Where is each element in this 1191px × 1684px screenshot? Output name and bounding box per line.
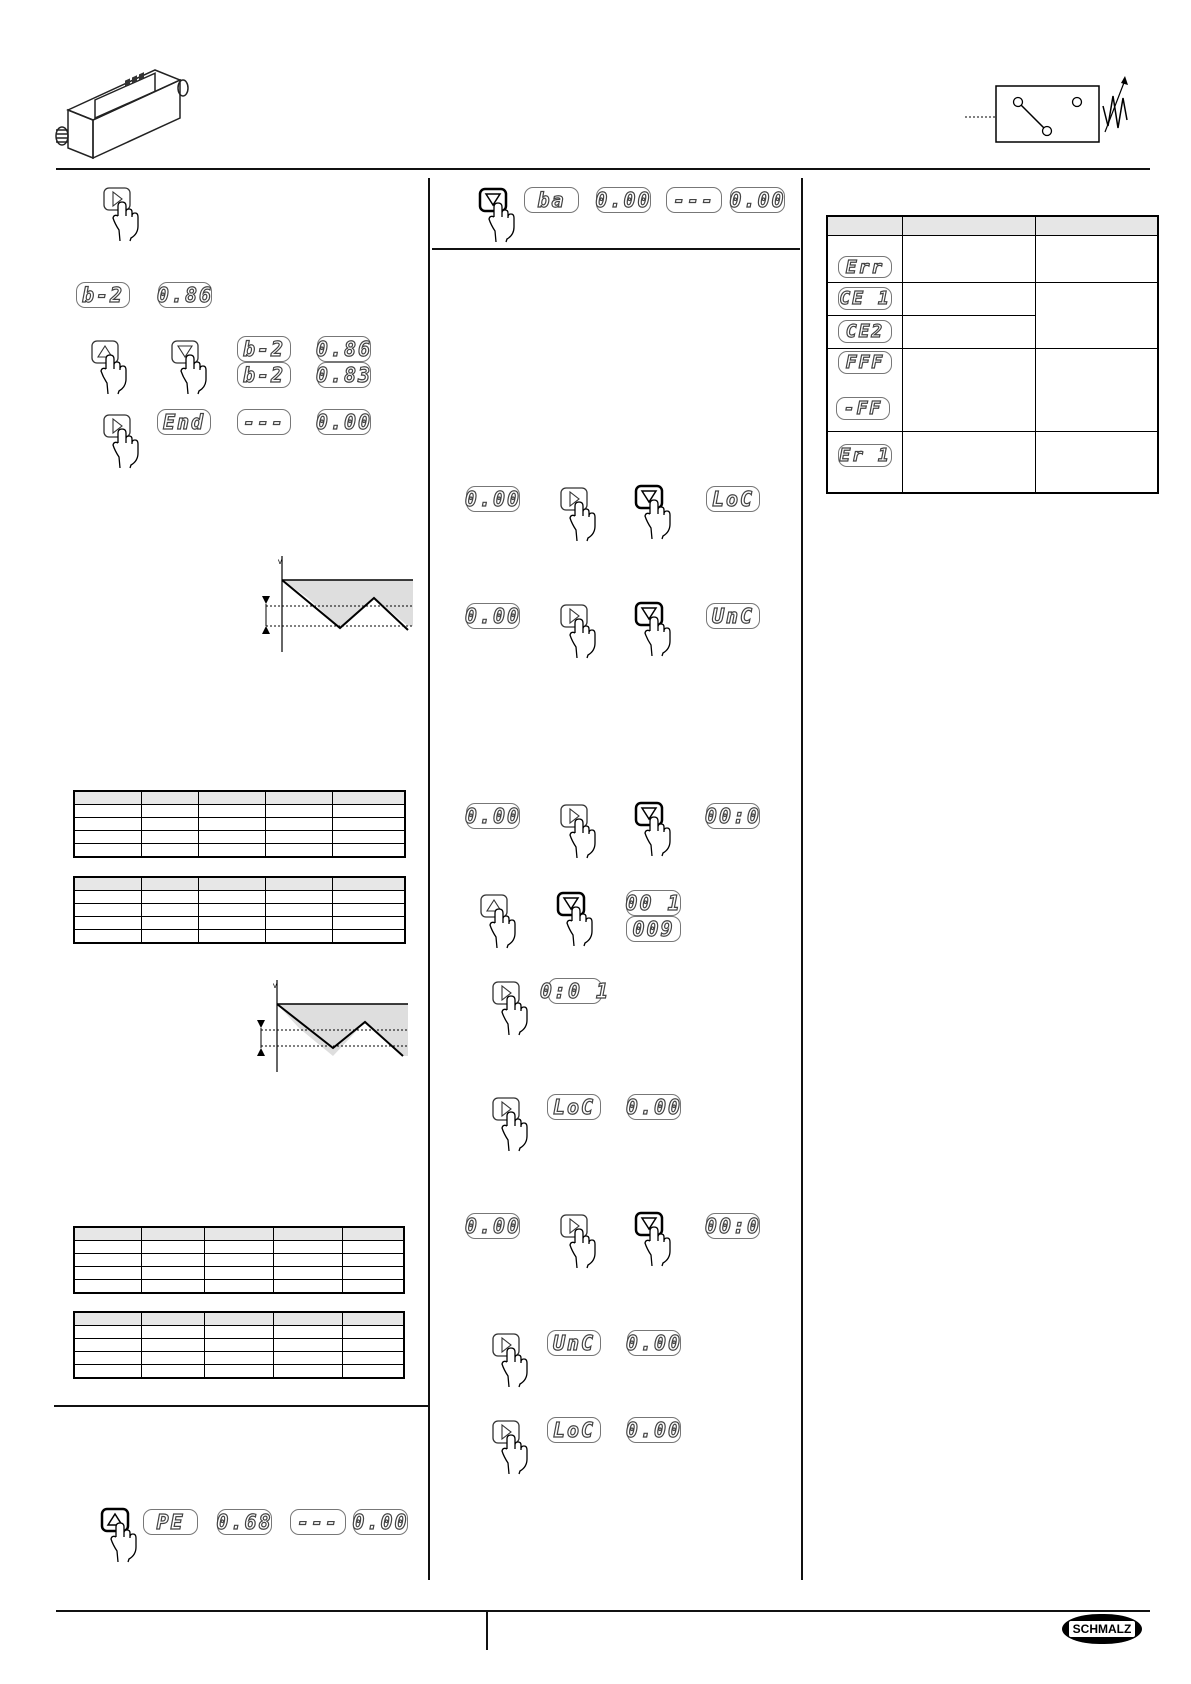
hysteresis-diagram-2 bbox=[253, 980, 413, 1076]
display-b2-value: 0.86 bbox=[156, 283, 214, 307]
header-rule bbox=[56, 168, 1150, 170]
error-er1: Er 1 bbox=[839, 445, 891, 466]
down-key-hand-icon bbox=[630, 484, 682, 539]
display-pe-zero: 0.00 bbox=[352, 1510, 409, 1534]
settings-table-2 bbox=[73, 876, 406, 944]
schmalz-logo bbox=[1062, 1614, 1142, 1644]
display-loc2-value: 0.00 bbox=[625, 1095, 683, 1119]
footer-rule bbox=[56, 1610, 1150, 1612]
display-end-value: 0.00 bbox=[315, 410, 373, 434]
error-code-table bbox=[826, 215, 1159, 494]
enter-key-hand-icon bbox=[555, 603, 607, 658]
display-adj-value-1: 0.86 bbox=[315, 337, 373, 361]
enter-key-hand-icon bbox=[98, 413, 150, 468]
display-pe-dash: --- bbox=[290, 1509, 346, 1535]
column-divider-2 bbox=[801, 178, 803, 1580]
middle-section-rule bbox=[432, 248, 800, 250]
enter-key-hand-icon bbox=[487, 1332, 539, 1387]
svg-text:v: v bbox=[278, 557, 282, 566]
enter-key-hand-icon bbox=[555, 1213, 607, 1268]
column-divider-1 bbox=[428, 178, 430, 1580]
settings-table-4 bbox=[73, 1311, 405, 1379]
display-end: End bbox=[157, 409, 211, 435]
display-loc3: LoC bbox=[547, 1417, 601, 1443]
enter-key-hand-icon bbox=[487, 1419, 539, 1474]
display-unc-result: UnC bbox=[706, 603, 760, 629]
settings-table-3 bbox=[73, 1226, 405, 1294]
display-adj-value-2: 0.83 bbox=[315, 363, 373, 387]
brand-name: SCHMALZ bbox=[1069, 1621, 1136, 1637]
enter-key-hand-icon bbox=[98, 186, 150, 241]
error-err: Err bbox=[838, 256, 892, 278]
down-key-hand-icon bbox=[166, 339, 218, 394]
display-adj-label-2: b-2 bbox=[237, 362, 291, 388]
down-key-hand-icon bbox=[630, 1211, 682, 1266]
display-pe-value: 0.68 bbox=[216, 1510, 273, 1534]
down-key-hand-icon bbox=[552, 891, 604, 946]
switch-symbol bbox=[965, 76, 1145, 150]
display-loc-start: 0.00 bbox=[464, 487, 522, 511]
display-code-edit: 00:0 bbox=[704, 804, 762, 828]
enter-key-hand-icon bbox=[555, 803, 607, 858]
error-minus-ff: -FF bbox=[836, 397, 890, 420]
settings-table-1 bbox=[73, 790, 406, 858]
display-pe: PE bbox=[143, 1509, 198, 1535]
up-key-hand-icon bbox=[96, 1507, 148, 1562]
display-ba: ba bbox=[524, 187, 579, 213]
display-b2: b-2 bbox=[76, 282, 130, 308]
display-code-entered: 0:0 1 bbox=[539, 979, 611, 1003]
display-unc2: UnC bbox=[547, 1330, 601, 1356]
error-ce2: CE2 bbox=[838, 320, 892, 343]
display-ba-zero: 0.00 bbox=[729, 188, 786, 212]
footer-divider bbox=[486, 1612, 488, 1650]
display-code-start: 0.00 bbox=[464, 804, 522, 828]
display-unc-start: 0.00 bbox=[464, 604, 522, 628]
display-loc-result: LoC bbox=[706, 486, 760, 512]
device-illustration bbox=[50, 58, 190, 168]
enter-key-hand-icon bbox=[555, 486, 607, 541]
hysteresis-diagram-1 bbox=[258, 556, 418, 652]
error-ce1: CE 1 bbox=[839, 288, 891, 309]
display-code-down: 009 bbox=[626, 916, 681, 942]
display-loc3-value: 0.00 bbox=[625, 1418, 683, 1442]
display-unc2-value: 0.00 bbox=[625, 1331, 683, 1355]
down-key-hand-icon bbox=[474, 187, 526, 242]
display-code2-start: 0.00 bbox=[464, 1214, 522, 1238]
svg-text:v: v bbox=[273, 981, 277, 990]
error-fff: FFF bbox=[838, 351, 892, 374]
display-ba-dash: --- bbox=[666, 187, 722, 213]
display-code2-edit: 00:0 bbox=[704, 1214, 762, 1238]
display-end-dash: --- bbox=[237, 409, 291, 435]
display-loc2: LoC bbox=[547, 1094, 601, 1120]
down-key-hand-icon bbox=[630, 801, 682, 856]
display-ba-value: 0.00 bbox=[595, 188, 652, 212]
up-key-hand-icon bbox=[86, 339, 138, 394]
display-adj-label-1: b-2 bbox=[237, 336, 291, 362]
display-code-up: 00 1 bbox=[625, 891, 682, 915]
enter-key-hand-icon bbox=[487, 980, 539, 1035]
down-key-hand-icon bbox=[630, 601, 682, 656]
enter-key-hand-icon bbox=[487, 1096, 539, 1151]
left-section-rule bbox=[54, 1405, 428, 1407]
up-key-hand-icon bbox=[475, 893, 527, 948]
